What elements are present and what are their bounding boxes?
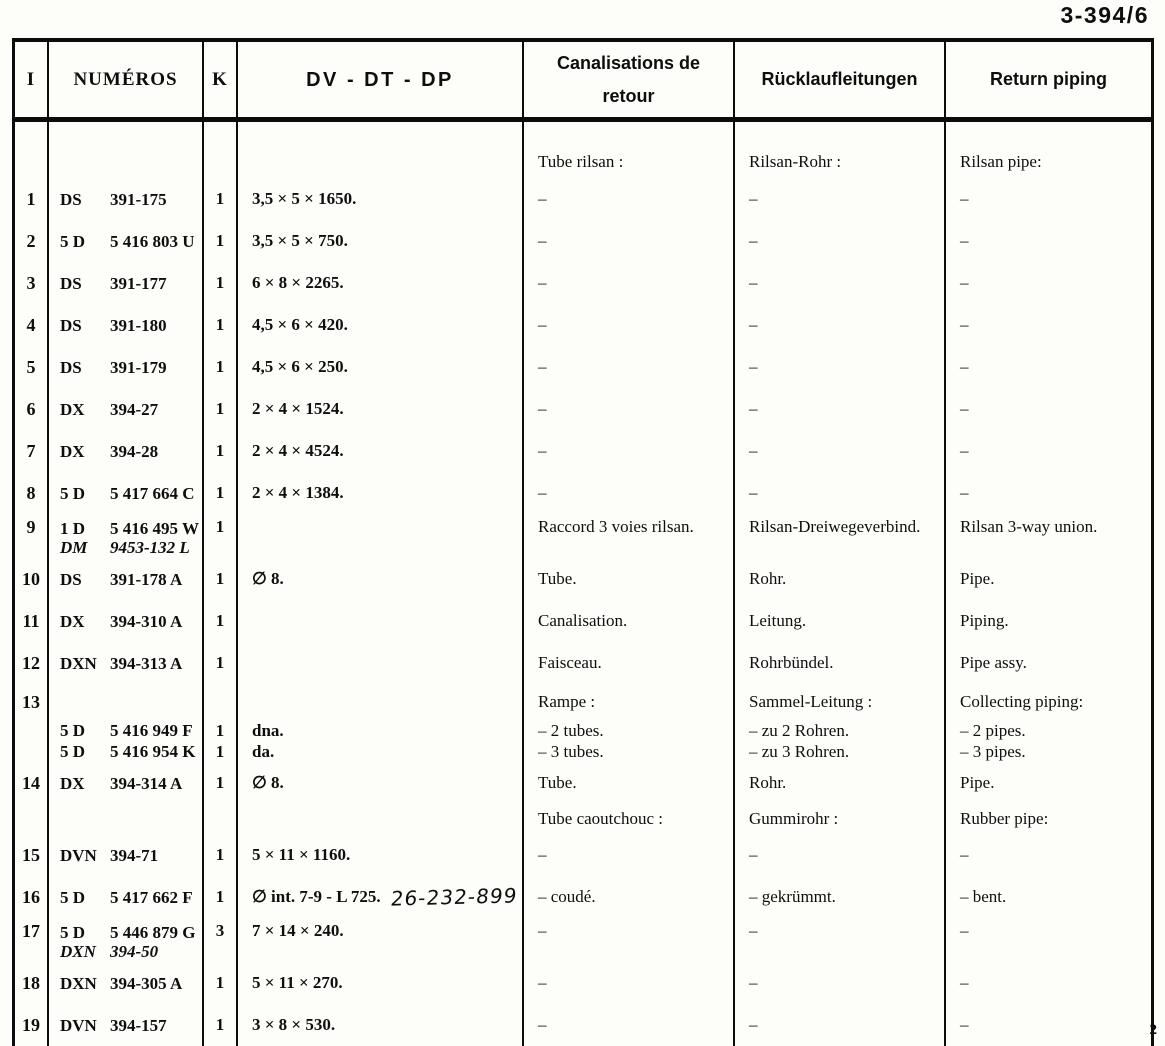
- cell-index: 14: [15, 762, 49, 804]
- cell-english: –: [960, 973, 969, 992]
- table-row: [15, 741, 1151, 762]
- cell-french: –: [524, 962, 735, 1004]
- cell-french: –: [524, 1004, 735, 1046]
- cell-quantity: 1: [204, 720, 238, 741]
- table-row: [15, 762, 1151, 804]
- cell-index: 5: [15, 346, 49, 388]
- header-numeros: NUMÉROS: [49, 42, 204, 117]
- table-row: [15, 918, 1151, 962]
- cell-dimensions: ∅ 8.: [238, 558, 524, 600]
- cell-part-number: DVN 394-71: [49, 834, 204, 876]
- cell-quantity: [204, 684, 238, 720]
- cell-part-number: DS 391-179: [49, 346, 204, 388]
- cell-index: [15, 720, 49, 741]
- cell-german: Rohr.: [735, 558, 946, 600]
- cell-quantity: 1: [204, 430, 238, 472]
- cell-english: –: [960, 441, 969, 460]
- cell-dimensions: da.: [238, 741, 524, 762]
- cell-dimensions: [238, 122, 524, 178]
- cell-dimensions: ∅ int. 7-9 - L 725. 26-232-899: [238, 876, 524, 918]
- cell-part-number: DVN 394-157: [49, 1004, 204, 1046]
- cell-english: –: [960, 399, 969, 418]
- cell-english: – 2 pipes.: [960, 720, 1026, 740]
- cell-quantity: 1: [204, 962, 238, 1004]
- cell-part-number: DX 394-310 A: [49, 600, 204, 642]
- cell-index: 8: [15, 472, 49, 514]
- cell-dimensions: 4,5 × 6 × 420.: [238, 304, 524, 346]
- cell-part-number: DS 391-178 A: [49, 558, 204, 600]
- cell-english: Collecting piping:: [960, 692, 1084, 711]
- cell-part-number: 5 D 5 417 664 C: [49, 472, 204, 514]
- cell-index: 11: [15, 600, 49, 642]
- cell-german: Sammel-Leitung :: [735, 684, 946, 720]
- table-row: [15, 304, 1151, 346]
- cell-german: –: [735, 304, 946, 346]
- cell-english: Rilsan 3-way union.: [960, 517, 1098, 536]
- cell-english: –: [960, 845, 969, 864]
- handwritten-annotation: 26-232-899: [389, 883, 519, 911]
- table-row: [15, 178, 1151, 220]
- cell-german: –: [735, 430, 946, 472]
- cell-german: –: [735, 388, 946, 430]
- cell-french: –: [524, 304, 735, 346]
- cell-index: 7: [15, 430, 49, 472]
- cell-quantity: [204, 804, 238, 834]
- cell-german: Rilsan-Rohr :: [735, 122, 946, 178]
- cell-german: Rohrbündel.: [735, 642, 946, 684]
- cell-dimensions: [238, 804, 524, 834]
- cell-english: – 3 pipes.: [960, 741, 1026, 761]
- cell-english: Pipe.: [960, 569, 995, 588]
- cell-index: 9: [15, 514, 49, 558]
- cell-index: [15, 804, 49, 834]
- cell-part-number: [49, 122, 204, 178]
- cell-index: 6: [15, 388, 49, 430]
- cell-german: –: [735, 262, 946, 304]
- cell-dimensions: [238, 600, 524, 642]
- cell-german: Leitung.: [735, 600, 946, 642]
- cell-quantity: 1: [204, 514, 238, 558]
- cell-german: –: [735, 220, 946, 262]
- cell-part-number: [49, 684, 204, 720]
- cell-english: Rilsan pipe:: [960, 152, 1042, 171]
- cell-quantity: 1: [204, 834, 238, 876]
- cell-french: –: [524, 220, 735, 262]
- parts-table: [12, 38, 1154, 1046]
- cell-german: – zu 2 Rohren.: [735, 720, 946, 741]
- cell-german: –: [735, 346, 946, 388]
- cell-english: –: [960, 483, 969, 502]
- table-header-row: [15, 42, 1151, 122]
- cell-french: –: [524, 834, 735, 876]
- cell-index: [15, 741, 49, 762]
- cell-german: –: [735, 918, 946, 962]
- cell-part-number: [49, 804, 204, 834]
- cell-french: – 3 tubes.: [524, 741, 735, 762]
- cell-english: Rubber pipe:: [960, 809, 1049, 828]
- cell-part-number: DX 394-314 A: [49, 762, 204, 804]
- cell-part-number: 5 D 5 416 949 F: [49, 720, 204, 741]
- cell-dimensions: 6 × 8 × 2265.: [238, 262, 524, 304]
- cell-quantity: 1: [204, 642, 238, 684]
- table-row: [15, 804, 1151, 834]
- cell-index: 12: [15, 642, 49, 684]
- cell-index: 1: [15, 178, 49, 220]
- cell-german: –: [735, 834, 946, 876]
- cell-english: Pipe assy.: [960, 653, 1027, 672]
- cell-dimensions: 5 × 11 × 1160.: [238, 834, 524, 876]
- cell-index: 4: [15, 304, 49, 346]
- cell-french: Raccord 3 voies rilsan.: [524, 514, 735, 558]
- header-english: Return piping: [990, 69, 1107, 90]
- cell-french: –: [524, 388, 735, 430]
- cell-index: 3: [15, 262, 49, 304]
- cell-english: – bent.: [960, 887, 1007, 906]
- table-row: [15, 262, 1151, 304]
- cell-dimensions: ∅ 8.: [238, 762, 524, 804]
- cell-french: Canalisation.: [524, 600, 735, 642]
- cell-part-number: 5 D 5 417 662 F: [49, 876, 204, 918]
- cell-french: Faisceau.: [524, 642, 735, 684]
- cell-english: –: [960, 273, 969, 292]
- cell-dimensions: [238, 684, 524, 720]
- cell-french: –: [524, 430, 735, 472]
- cell-german: – gekrümmt.: [735, 876, 946, 918]
- cell-quantity: 1: [204, 876, 238, 918]
- cell-quantity: 1: [204, 388, 238, 430]
- cell-part-number: DS 391-177: [49, 262, 204, 304]
- cell-french: Tube.: [524, 558, 735, 600]
- header-quantity: K: [204, 42, 238, 117]
- table-row: [15, 876, 1151, 918]
- cell-part-number: DX 394-28: [49, 430, 204, 472]
- cell-french: Tube rilsan :: [524, 122, 735, 178]
- cell-quantity: 1: [204, 472, 238, 514]
- cell-index: 15: [15, 834, 49, 876]
- cell-dimensions: 2 × 4 × 1524.: [238, 388, 524, 430]
- cell-quantity: 3: [204, 918, 238, 962]
- table-row: [15, 962, 1151, 1004]
- cell-index: 18: [15, 962, 49, 1004]
- cell-quantity: 1: [204, 1004, 238, 1046]
- table-row: [15, 514, 1151, 558]
- table-body: [15, 122, 1151, 1046]
- cell-english: –: [960, 315, 969, 334]
- cell-part-number: DX 394-27: [49, 388, 204, 430]
- cell-french: –: [524, 918, 735, 962]
- cell-french: Rampe :: [524, 684, 735, 720]
- cell-index: 17: [15, 918, 49, 962]
- table-row: [15, 220, 1151, 262]
- cell-dimensions: 3 × 8 × 530.: [238, 1004, 524, 1046]
- cell-french: Tube.: [524, 762, 735, 804]
- cell-french: – coudé.: [524, 876, 735, 918]
- cell-part-number: DS 391-175: [49, 178, 204, 220]
- header-french: Canalisations de retour: [524, 42, 735, 117]
- table-row: [15, 834, 1151, 876]
- cell-german: Rilsan-Dreiwegeverbind.: [735, 514, 946, 558]
- cell-german: –: [735, 472, 946, 514]
- cell-english: –: [960, 357, 969, 376]
- cell-part-number: 1 D 5 416 495 W DM 9453-132 L: [49, 514, 204, 558]
- cell-index: [15, 122, 49, 178]
- cell-dimensions: 2 × 4 × 4524.: [238, 430, 524, 472]
- table-row: [15, 388, 1151, 430]
- cell-dimensions: 5 × 11 × 270.: [238, 962, 524, 1004]
- cell-quantity: 1: [204, 304, 238, 346]
- cell-quantity: 1: [204, 558, 238, 600]
- page-number: 2: [1149, 1022, 1157, 1038]
- cell-index: 2: [15, 220, 49, 262]
- cell-english: –: [960, 189, 969, 208]
- cell-dimensions: [238, 514, 524, 558]
- cell-dimensions: 7 × 14 × 240.: [238, 918, 524, 962]
- cell-part-number: 5 D 5 446 879 G DXN 394-50: [49, 918, 204, 962]
- table-row: [15, 642, 1151, 684]
- cell-quantity: 1: [204, 741, 238, 762]
- cell-english: –: [960, 231, 969, 250]
- cell-index: 13: [15, 684, 49, 720]
- header-models: DV - DT - DP: [238, 42, 524, 117]
- cell-part-number: DXN 394-305 A: [49, 962, 204, 1004]
- cell-quantity: 1: [204, 762, 238, 804]
- cell-index: 19: [15, 1004, 49, 1046]
- cell-part-number: DXN 394-313 A: [49, 642, 204, 684]
- cell-dimensions: 2 × 4 × 1384.: [238, 472, 524, 514]
- cell-dimensions: 3,5 × 5 × 750.: [238, 220, 524, 262]
- cell-quantity: 1: [204, 262, 238, 304]
- cell-dimensions: dna.: [238, 720, 524, 741]
- cell-english: Piping.: [960, 611, 1009, 630]
- table-row: [15, 600, 1151, 642]
- cell-part-number: 5 D 5 416 803 U: [49, 220, 204, 262]
- cell-german: Gummirohr :: [735, 804, 946, 834]
- cell-dimensions: [238, 642, 524, 684]
- cell-german: Rohr.: [735, 762, 946, 804]
- cell-dimensions: 4,5 × 6 × 250.: [238, 346, 524, 388]
- cell-german: – zu 3 Rohren.: [735, 741, 946, 762]
- cell-french: Tube caoutchouc :: [524, 804, 735, 834]
- page-reference: 3-394/6: [1060, 2, 1149, 28]
- table-row: [15, 1004, 1151, 1046]
- cell-quantity: 1: [204, 346, 238, 388]
- cell-english: Pipe.: [960, 773, 995, 792]
- cell-english: –: [960, 1015, 969, 1034]
- cell-part-number: DS 391-180: [49, 304, 204, 346]
- cell-german: –: [735, 178, 946, 220]
- cell-index: 10: [15, 558, 49, 600]
- table-row: [15, 558, 1151, 600]
- cell-french: –: [524, 472, 735, 514]
- header-german: Rücklaufleitungen: [735, 42, 946, 117]
- cell-quantity: 1: [204, 600, 238, 642]
- table-row: [15, 346, 1151, 388]
- table-row: [15, 430, 1151, 472]
- cell-german: –: [735, 1004, 946, 1046]
- cell-dimensions: 3,5 × 5 × 1650.: [238, 178, 524, 220]
- header-index: I: [15, 42, 49, 117]
- table-row: [15, 720, 1151, 741]
- table-row: [15, 122, 1151, 178]
- cell-part-number: 5 D 5 416 954 K: [49, 741, 204, 762]
- cell-quantity: [204, 122, 238, 178]
- cell-quantity: 1: [204, 178, 238, 220]
- cell-french: – 2 tubes.: [524, 720, 735, 741]
- cell-index: 16: [15, 876, 49, 918]
- cell-french: –: [524, 262, 735, 304]
- cell-french: –: [524, 178, 735, 220]
- cell-quantity: 1: [204, 220, 238, 262]
- table-row: [15, 684, 1151, 720]
- cell-french: –: [524, 346, 735, 388]
- cell-english: –: [960, 921, 969, 940]
- table-row: [15, 472, 1151, 514]
- cell-german: –: [735, 962, 946, 1004]
